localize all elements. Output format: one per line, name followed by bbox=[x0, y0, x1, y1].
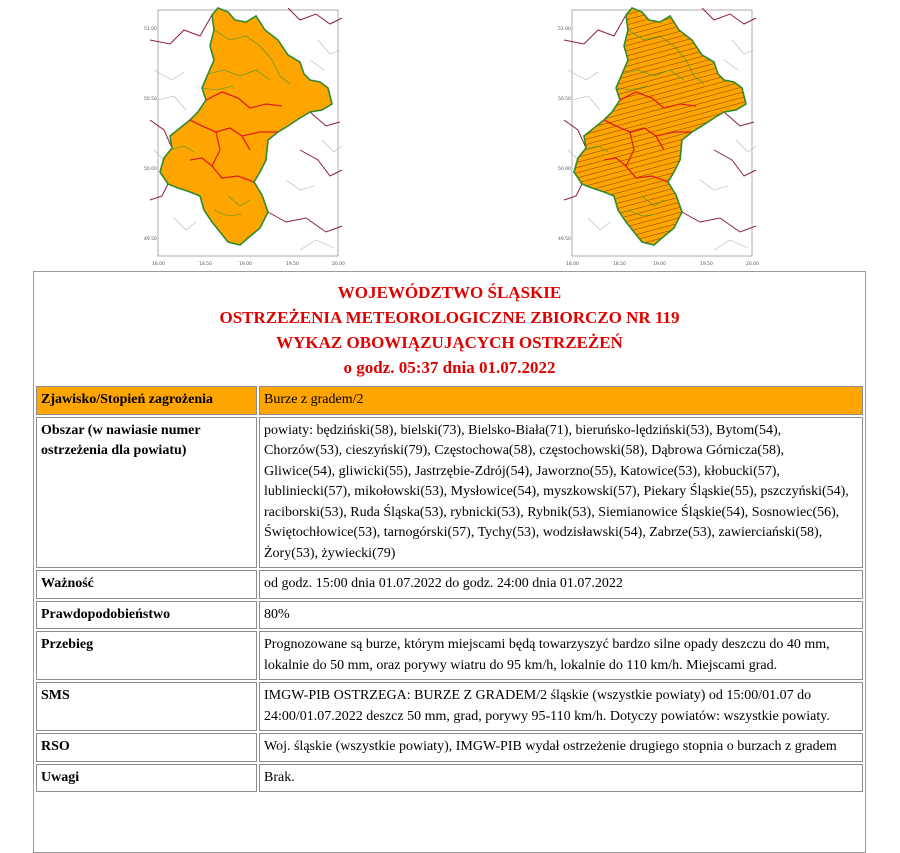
row-phenomenon bbox=[36, 386, 863, 415]
lon-tick-label: 19.50 bbox=[700, 262, 713, 267]
course-value: Prognozowane są burze, którym miejscami będą towarzyszyć bardzo silne opady deszczu do 40 mm, lokalnie do 50 mm, oraz porywy wiatru do 95 km/h, lokalnie do 110 km/h. Miejscami grad. bbox=[259, 631, 863, 680]
lat-tick-label: 50.00 bbox=[144, 167, 157, 172]
warning-map-right-svg bbox=[558, 0, 759, 270]
validity-value: od godz. 15:00 dnia 01.07.2022 do godz. 24:00 dnia 01.07.2022 bbox=[259, 570, 863, 599]
warning-map-right bbox=[558, 0, 759, 270]
lon-tick-label: 19.00 bbox=[653, 262, 666, 267]
row-rso bbox=[36, 733, 863, 762]
remarks-value: Brak. bbox=[259, 764, 863, 793]
lat-tick-label: 50.50 bbox=[558, 97, 571, 102]
course-label: Przebieg bbox=[36, 631, 257, 680]
sms-value: IMGW-PIB OSTRZEGA: BURZE Z GRADEM/2 śląskie (wszystkie powiaty) od 15:00/01.07 do 24:00/01.07.2022 deszcz 50 mm, grad, porywy 95-110 km/h. Dotyczy powiatów: wszystkie powiaty. bbox=[259, 682, 863, 731]
title-voivodeship: WOJEWÓDZTWO ŚLĄSKIE bbox=[337, 283, 562, 302]
warning-table bbox=[34, 384, 865, 794]
lon-tick-label: 20.00 bbox=[332, 262, 345, 267]
lon-tick-label: 18.50 bbox=[199, 262, 212, 267]
lat-tick-label: 51.00 bbox=[144, 27, 157, 32]
remarks-label: Uwagi bbox=[36, 764, 257, 793]
lon-tick-label: 20.00 bbox=[746, 262, 759, 267]
row-area bbox=[36, 417, 863, 569]
row-remarks bbox=[36, 764, 863, 793]
lon-tick-label: 18.00 bbox=[152, 262, 165, 267]
phenomenon-label: Zjawisko/Stopień zagrożenia bbox=[36, 386, 257, 415]
validity-label: Ważność bbox=[36, 570, 257, 599]
row-course bbox=[36, 631, 863, 680]
phenomenon-value: Burze z gradem/2 bbox=[259, 386, 863, 415]
lon-tick-label: 19.00 bbox=[239, 262, 252, 267]
lat-tick-label: 49.50 bbox=[144, 237, 157, 242]
lat-tick-label: 50.00 bbox=[558, 167, 571, 172]
lat-tick-label: 51.00 bbox=[558, 27, 571, 32]
warning-map-left bbox=[144, 0, 345, 270]
probability-label: Prawdopodobieństwo bbox=[36, 601, 257, 630]
title-list: WYKAZ OBOWIĄZUJĄCYCH OSTRZEŻEŃ bbox=[276, 333, 623, 352]
rso-value: Woj. śląskie (wszystkie powiaty), IMGW-PIB wydał ostrzeżenie drugiego stopnia o burzach z gradem bbox=[259, 733, 863, 762]
lon-tick-label: 18.00 bbox=[566, 262, 579, 267]
row-probability bbox=[36, 601, 863, 630]
rso-label: RSO bbox=[36, 733, 257, 762]
area-label: Obszar (w nawiasie numer ostrzeżenia dla powiatu) bbox=[36, 417, 257, 569]
sms-label: SMS bbox=[36, 682, 257, 731]
lon-tick-label: 18.50 bbox=[613, 262, 626, 267]
probability-value: 80% bbox=[259, 601, 863, 630]
warning-map-left-svg bbox=[144, 0, 345, 270]
row-validity bbox=[36, 570, 863, 599]
warning-panel bbox=[33, 271, 866, 853]
warning-title bbox=[34, 272, 865, 377]
title-bulletin-number: OSTRZEŻENIA METEOROLOGICZNE ZBIORCZO NR 119 bbox=[219, 308, 680, 327]
lat-tick-label: 50.50 bbox=[144, 97, 157, 102]
title-issue-time: o godz. 05:37 dnia 01.07.2022 bbox=[343, 358, 556, 377]
lat-tick-label: 49.50 bbox=[558, 237, 571, 242]
row-sms bbox=[36, 682, 863, 731]
lon-tick-label: 19.50 bbox=[286, 262, 299, 267]
area-value: powiaty: będziński(58), bielski(73), Bielsko-Biała(71), bieruńsko-lędziński(53), Bytom(54), Chorzów(53), cieszyński(79), Częstochowa(58), częstochowski(58), Dąbrowa Górnicza(58), Gliwice(54), gliwicki(55), Jastrzębie-Zdrój(54), Jaworzno(55), Katowice(53), kłobucki(57), lubliniecki(57), mikołowski(53), Mysłowice(54), myszkowski(57), Piekary Śląskie(55), pszczyński(54), raciborski(53), Ruda Śląska(53), rybnicki(53), Rybnik(53), Siemianowice Śląskie(54), Sosnowiec(56), Świętochłowice(53), tarnogórski(57), Tychy(53), wodzisławski(54), Zabrze(53), zawierciański(58), Żory(53), żywiecki(79) bbox=[259, 417, 863, 569]
